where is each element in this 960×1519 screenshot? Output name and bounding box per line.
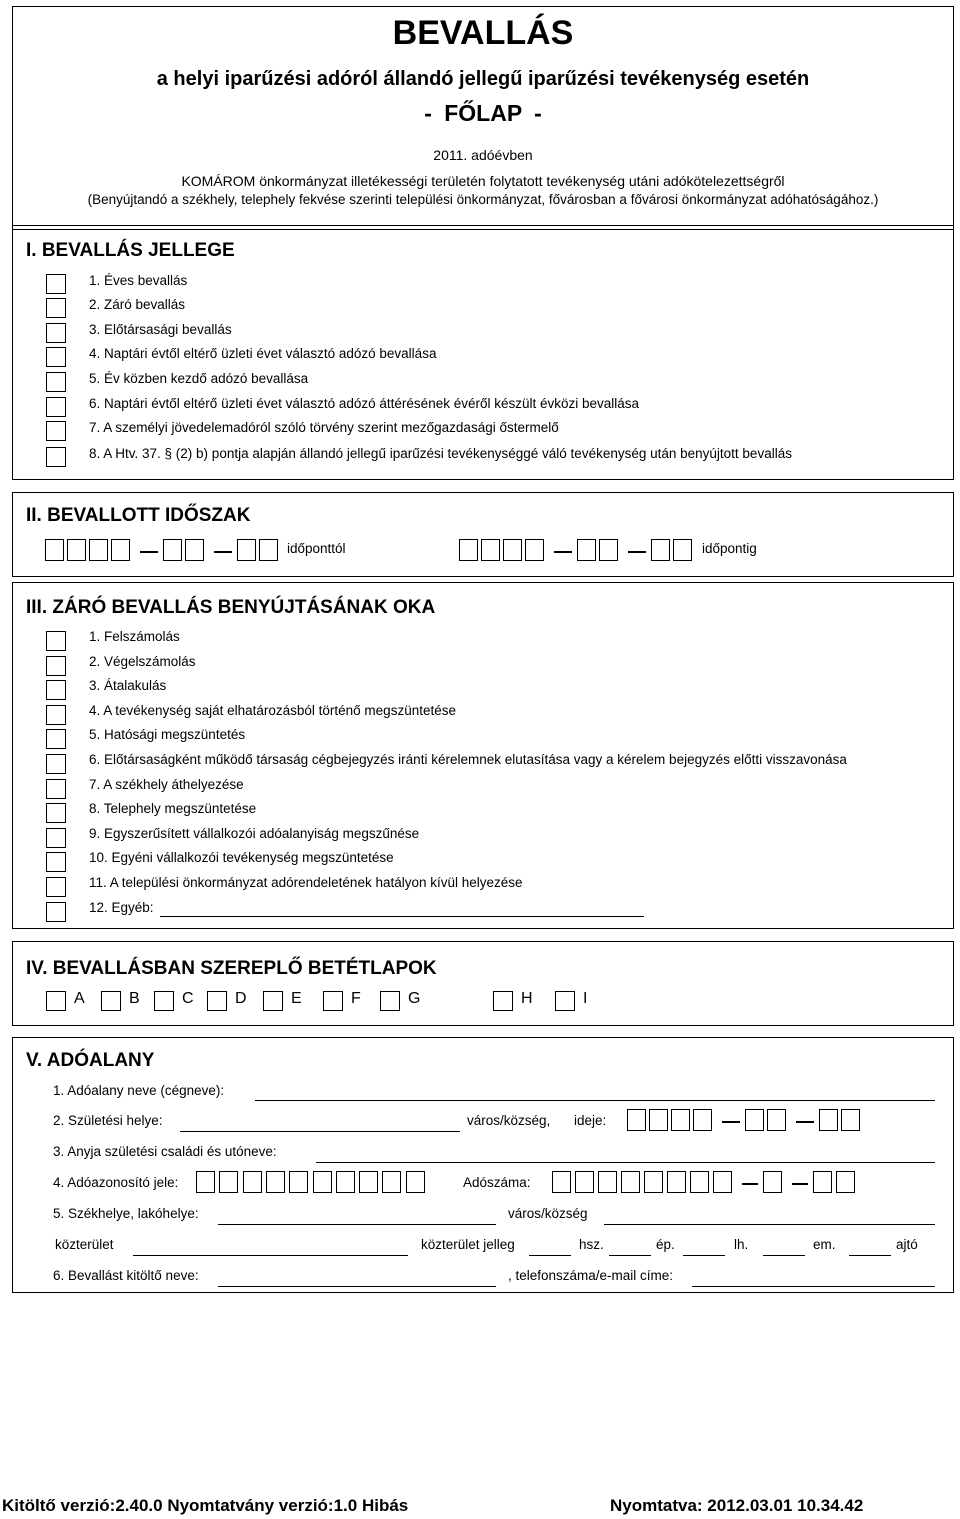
sheet-checkbox[interactable]: [380, 991, 400, 1011]
reason-checkbox[interactable]: [46, 852, 66, 872]
street-line[interactable]: [133, 1255, 408, 1256]
sheet-letter-label: E: [291, 990, 302, 1007]
sheet-checkbox[interactable]: [101, 991, 121, 1011]
sheet-letter-label: G: [408, 990, 421, 1007]
reason-option-label: 8. Telephely megszüntetése: [89, 801, 257, 817]
section-4-title: IV. BEVALLÁSBAN SZEREPLŐ BETÉTLAPOK: [26, 958, 437, 979]
date-separator: [554, 551, 572, 553]
sheet-letter-label: A: [74, 990, 85, 1007]
tax-year: 2011. adóévben: [433, 147, 533, 163]
period-from-digit-box[interactable]: [163, 539, 182, 561]
reason-option-label: 2. Végelszámolás: [89, 653, 196, 669]
period-to-digit-box[interactable]: [459, 539, 478, 561]
building-label: ép.: [656, 1237, 675, 1252]
reason-checkbox[interactable]: [46, 877, 66, 897]
birth-date-digit-box[interactable]: [841, 1109, 860, 1131]
tax-id-digit-box[interactable]: [406, 1171, 425, 1193]
reason-option-label: 4. A tevékenység saját elhatározásból történő megszüntetése: [89, 702, 456, 718]
birth-date-digit-box[interactable]: [649, 1109, 668, 1131]
period-to-digit-box[interactable]: [599, 539, 618, 561]
birth-date-digit-box[interactable]: [767, 1109, 786, 1131]
section-3-title: III. ZÁRÓ BEVALLÁS BENYÚJTÁSÁNAK OKA: [26, 597, 436, 618]
period-from-label: időponttól: [287, 541, 346, 556]
character-checkbox[interactable]: [46, 323, 66, 343]
birthplace-label: 2. Születési helye:: [53, 1113, 163, 1128]
mother-name-label: 3. Anyja születési családi és utóneve:: [53, 1144, 277, 1159]
reason-checkbox[interactable]: [46, 705, 66, 725]
period-to-digit-box[interactable]: [673, 539, 692, 561]
reason-option-label: 6. Előtársaságként működő társaság cégbejegyzés iránti kérelemnek elutasítása vagy a kérelem bejegyzés előtti visszavonása: [89, 752, 847, 767]
tax-id-digit-box[interactable]: [243, 1171, 262, 1193]
tax-number-digit-box[interactable]: [667, 1171, 686, 1193]
authority-line: KOMÁROM önkormányzat illetékességi területén folytatott tevékenység utáni adókötelezettségről: [181, 173, 785, 189]
sheet-letter-label: H: [521, 990, 533, 1007]
tax-number-digit-box[interactable]: [552, 1171, 571, 1193]
reason-checkbox[interactable]: [46, 779, 66, 799]
phone-email-label: , telefonszáma/e-mail címe:: [508, 1268, 674, 1283]
tax-id-digit-box[interactable]: [289, 1171, 308, 1193]
tax-id-digit-box[interactable]: [196, 1171, 215, 1193]
tax-number-label: Adószáma:: [463, 1175, 531, 1190]
character-checkbox[interactable]: [46, 372, 66, 392]
sheet-checkbox[interactable]: [493, 991, 513, 1011]
tax-number-digit-box[interactable]: [813, 1171, 832, 1193]
tax-number-digit-box[interactable]: [644, 1171, 663, 1193]
tax-number-digit-box[interactable]: [575, 1171, 594, 1193]
reason-option-label: 10. Egyéni vállalkozói tevékenység megszüntetése: [89, 850, 394, 866]
birthplace-line[interactable]: [180, 1131, 460, 1132]
period-from-digit-box[interactable]: [185, 539, 204, 561]
character-option-label: 1. Éves bevallás: [89, 273, 188, 288]
other-reason-line[interactable]: [160, 916, 644, 917]
birth-date-digit-box[interactable]: [627, 1109, 646, 1131]
tax-number-digit-box[interactable]: [763, 1171, 782, 1193]
character-option-label: 3. Előtársasági bevallás: [89, 322, 232, 337]
floor-label: em.: [813, 1237, 836, 1252]
reason-option-label: 11. A települési önkormányzat adórendeletének hatályon kívül helyezése: [89, 875, 523, 890]
sheet-letter-label: I: [583, 990, 588, 1007]
tax-id-digit-box[interactable]: [266, 1171, 285, 1193]
tax-number-digit-box[interactable]: [836, 1171, 855, 1193]
submission-note: (Benyújtandó a székhely, telephely fekvése szerinti települési önkormányzat, fővárosban a fővárosi önkormányzat adóhatóságához.): [87, 192, 879, 207]
floor-line[interactable]: [849, 1255, 891, 1256]
filler-name-label: 6. Bevallást kitöltő neve:: [53, 1268, 199, 1283]
tax-number-digit-box[interactable]: [621, 1171, 640, 1193]
reason-checkbox[interactable]: [46, 828, 66, 848]
character-option-label: 5. Év közben kezdő adózó bevallása: [89, 371, 309, 386]
filler-name-line[interactable]: [218, 1286, 496, 1287]
sheet-letter-label: C: [182, 990, 194, 1007]
section-5-title: V. ADÓALANY: [26, 1050, 155, 1071]
sheet-checkbox[interactable]: [46, 991, 66, 1011]
seat-line[interactable]: [218, 1224, 496, 1225]
section-2-title: II. BEVALLOTT IDŐSZAK: [26, 505, 251, 526]
sheet-letter-label: B: [129, 990, 140, 1007]
street-label: közterület: [55, 1237, 114, 1252]
sheet-letter-label: D: [235, 990, 247, 1007]
taxpayer-name-label: 1. Adóalany neve (cégneve):: [53, 1083, 225, 1098]
door-label: ajtó: [896, 1237, 918, 1252]
character-checkbox[interactable]: [46, 274, 66, 294]
period-to-digit-box[interactable]: [525, 539, 544, 561]
section-1-title: I. BEVALLÁS JELLEGE: [26, 240, 235, 261]
sheet-letter-label: F: [351, 990, 361, 1007]
form-subtitle: a helyi iparűzési adóról állandó jellegű iparűzési tevékenység esetén: [156, 68, 810, 90]
period-from-digit-box[interactable]: [67, 539, 86, 561]
sheet-checkbox[interactable]: [207, 991, 227, 1011]
reason-checkbox[interactable]: [46, 656, 66, 676]
period-to-digit-box[interactable]: [481, 539, 500, 561]
taxpayer-name-line[interactable]: [255, 1100, 935, 1101]
reason-option-label: 12. Egyéb:: [89, 899, 154, 915]
tax-id-digit-box[interactable]: [219, 1171, 238, 1193]
house-number-line[interactable]: [609, 1255, 651, 1256]
tax-number-digit-box[interactable]: [713, 1171, 732, 1193]
period-from-digit-box[interactable]: [89, 539, 108, 561]
reason-checkbox[interactable]: [46, 803, 66, 823]
birth-date-digit-box[interactable]: [671, 1109, 690, 1131]
building-line[interactable]: [683, 1255, 725, 1256]
folap-label: - FŐLAP -: [424, 100, 542, 126]
birth-city-label: város/község,: [467, 1113, 551, 1128]
reason-option-label: 3. Átalakulás: [89, 678, 167, 694]
tax-id-digit-box[interactable]: [336, 1171, 355, 1193]
character-checkbox[interactable]: [46, 298, 66, 318]
street-type-line[interactable]: [529, 1255, 571, 1256]
tax-number-separator: [742, 1183, 758, 1185]
period-to-digit-box[interactable]: [577, 539, 596, 561]
period-to-digit-box[interactable]: [503, 539, 522, 561]
period-from-digit-box[interactable]: [259, 539, 278, 561]
reason-option-label: 1. Felszámolás: [89, 629, 180, 644]
tax-id-digit-box[interactable]: [382, 1171, 401, 1193]
character-option-label: 4. Naptári évtől eltérő üzleti évet választó adózó bevallása: [89, 346, 437, 361]
tax-id-label: 4. Adóazonosító jele:: [53, 1175, 179, 1190]
reason-option-label: 7. A székhely áthelyezése: [89, 776, 244, 792]
date-separator: [722, 1121, 740, 1123]
period-from-digit-box[interactable]: [237, 539, 256, 561]
tax-number-digit-box[interactable]: [598, 1171, 617, 1193]
character-checkbox[interactable]: [46, 347, 66, 367]
reason-option-label: 5. Hatósági megszüntetés: [89, 727, 246, 743]
staircase-label: lh.: [734, 1237, 749, 1252]
seat-city-label: város/község: [508, 1206, 588, 1221]
tax-id-digit-box[interactable]: [359, 1171, 378, 1193]
sheet-checkbox[interactable]: [263, 991, 283, 1011]
footer-version: Kitöltő verzió:2.40.0 Nyomtatvány verzió:1.0 Hibás: [2, 1496, 409, 1515]
tax-id-digit-box[interactable]: [313, 1171, 332, 1193]
footer-printed: Nyomtatva: 2012.03.01 10.34.42: [610, 1496, 864, 1515]
birth-date-digit-box[interactable]: [745, 1109, 764, 1131]
period-from-digit-box[interactable]: [45, 539, 64, 561]
birth-date-label: ideje:: [574, 1113, 607, 1128]
reason-option-label: 9. Egyszerűsített vállalkozói adóalanyiság megszűnése: [89, 825, 420, 841]
character-checkbox[interactable]: [46, 421, 66, 441]
sheet-checkbox[interactable]: [323, 991, 343, 1011]
tax-number-separator: [792, 1183, 808, 1185]
character-checkbox[interactable]: [46, 397, 66, 417]
character-option-label: 2. Záró bevallás: [89, 297, 186, 312]
reason-checkbox[interactable]: [46, 729, 66, 749]
seat-label: 5. Székhelye, lakóhelye:: [53, 1206, 199, 1221]
tax-number-digit-box[interactable]: [690, 1171, 709, 1193]
reason-checkbox[interactable]: [46, 902, 66, 922]
reason-checkbox[interactable]: [46, 631, 66, 651]
street-type-label: közterület jelleg: [421, 1237, 515, 1252]
sheet-checkbox[interactable]: [154, 991, 174, 1011]
date-separator: [628, 551, 646, 553]
mother-name-line[interactable]: [316, 1162, 935, 1163]
staircase-line[interactable]: [763, 1255, 805, 1256]
birth-date-digit-box[interactable]: [693, 1109, 712, 1131]
character-option-label: 7. A személyi jövedelemadóról szóló törvény szerint mezőgazdasági őstermelő: [89, 420, 559, 435]
house-number-label: hsz.: [579, 1237, 604, 1252]
phone-email-line[interactable]: [692, 1286, 935, 1287]
character-checkbox[interactable]: [46, 447, 66, 467]
reason-checkbox[interactable]: [46, 680, 66, 700]
period-to-digit-box[interactable]: [651, 539, 670, 561]
section-4-box: [12, 941, 954, 1026]
birth-date-digit-box[interactable]: [819, 1109, 838, 1131]
seat-city-line[interactable]: [604, 1224, 935, 1225]
date-separator: [140, 551, 158, 553]
reason-checkbox[interactable]: [46, 754, 66, 774]
date-separator: [214, 551, 232, 553]
form-title: BEVALLÁS: [392, 14, 574, 52]
character-option-label: 8. A Htv. 37. § (2) b) pontja alapján állandó jellegű iparűzési tevékenységgé váló tevékenység után benyújtott bevallás: [89, 446, 792, 461]
character-option-label: 6. Naptári évtől eltérő üzleti évet választó adózó áttérésének évéről készült évközi bevallása: [89, 396, 640, 411]
period-from-digit-box[interactable]: [111, 539, 130, 561]
period-to-label: időpontig: [702, 541, 757, 556]
date-separator: [796, 1121, 814, 1123]
sheet-checkbox[interactable]: [555, 991, 575, 1011]
